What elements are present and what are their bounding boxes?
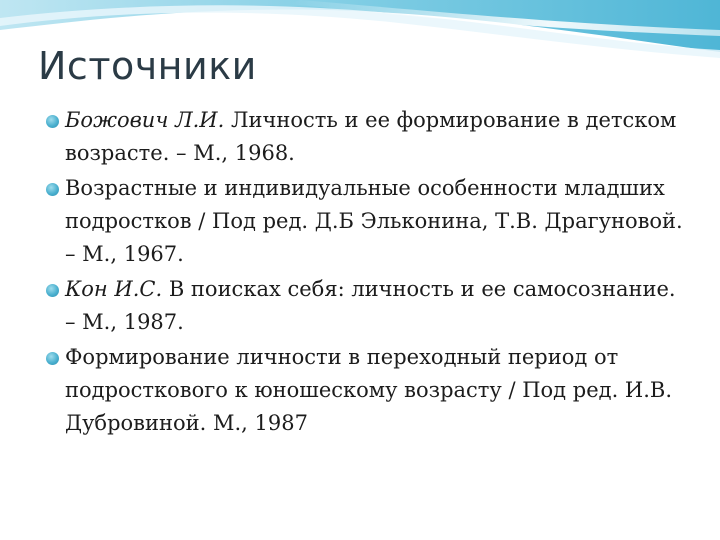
circle-bullet-icon (46, 115, 59, 128)
list-item (46, 104, 686, 170)
page-title: Источники (38, 44, 257, 88)
circle-bullet-icon (46, 352, 59, 365)
reference-text: Личность и ее формирование в детском возрасте. – М., 1968. (65, 108, 677, 165)
reference-text: Возрастные и индивидуальные особенности младших подростков / Под ред. Д.Б Эльконина, Т.В. Драгуновой. – М., 1967. (65, 176, 683, 266)
reference-text: В поисках себя: личность и ее самосознание. – М., 1987. (65, 277, 676, 334)
circle-bullet-icon (46, 284, 59, 297)
list-item (46, 172, 686, 271)
reference-author: Божович Л.И. (65, 108, 225, 132)
reference-author: Кон И.С. (65, 277, 163, 301)
reference-text: Формирование личности в переходный период от подросткового к юношескому возрасту / Под ред. И.В. Дубровиной. М., 1987 (65, 345, 673, 435)
circle-bullet-icon (46, 183, 59, 196)
list-item (46, 273, 686, 339)
list-item (46, 341, 686, 440)
references-list (46, 104, 686, 442)
